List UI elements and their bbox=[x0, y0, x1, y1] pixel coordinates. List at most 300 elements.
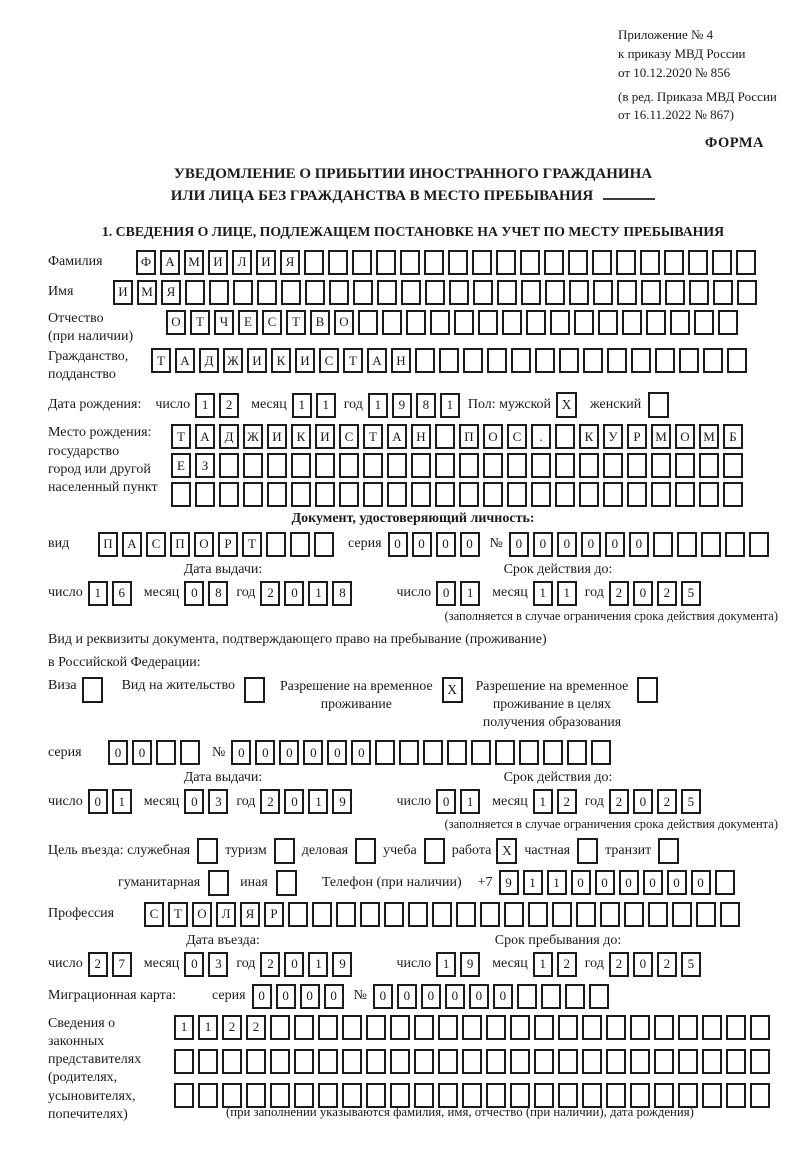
char-cell[interactable] bbox=[243, 482, 263, 507]
char-cell[interactable]: 8 bbox=[208, 581, 228, 606]
char-cell[interactable]: О bbox=[192, 902, 212, 927]
char-cell[interactable] bbox=[507, 453, 527, 478]
char-cell[interactable]: 0 bbox=[633, 789, 653, 814]
char-cell[interactable] bbox=[568, 250, 588, 275]
char-cell[interactable]: 0 bbox=[276, 984, 296, 1009]
tourism-checkbox[interactable] bbox=[274, 838, 295, 864]
char-cell[interactable]: 9 bbox=[332, 789, 352, 814]
char-cell[interactable] bbox=[414, 1015, 434, 1040]
char-cell[interactable] bbox=[314, 532, 334, 557]
char-cell[interactable] bbox=[358, 310, 378, 335]
char-cell[interactable] bbox=[502, 310, 522, 335]
char-cell[interactable] bbox=[336, 902, 356, 927]
char-cell[interactable]: 0 bbox=[303, 740, 323, 765]
char-cell[interactable] bbox=[726, 1015, 746, 1040]
char-cell[interactable]: 0 bbox=[421, 984, 441, 1009]
char-cell[interactable] bbox=[550, 310, 570, 335]
char-cell[interactable]: 0 bbox=[436, 532, 456, 557]
char-cell[interactable]: 7 bbox=[112, 952, 132, 977]
char-cell[interactable] bbox=[723, 482, 743, 507]
char-cell[interactable] bbox=[209, 280, 229, 305]
char-cell[interactable] bbox=[627, 453, 647, 478]
char-cell[interactable] bbox=[545, 280, 565, 305]
char-cell[interactable] bbox=[304, 250, 324, 275]
char-cell[interactable] bbox=[360, 902, 380, 927]
char-cell[interactable] bbox=[174, 1049, 194, 1074]
char-cell[interactable] bbox=[737, 280, 757, 305]
char-cell[interactable]: 0 bbox=[388, 532, 408, 557]
char-cell[interactable] bbox=[156, 740, 176, 765]
char-cell[interactable]: 2 bbox=[260, 952, 280, 977]
char-cell[interactable]: 0 bbox=[284, 581, 304, 606]
char-cell[interactable] bbox=[447, 740, 467, 765]
char-cell[interactable]: 3 bbox=[208, 789, 228, 814]
char-cell[interactable] bbox=[495, 740, 515, 765]
char-cell[interactable] bbox=[750, 1015, 770, 1040]
char-cell[interactable]: Т bbox=[151, 348, 171, 373]
char-cell[interactable]: 1 bbox=[174, 1015, 194, 1040]
char-cell[interactable] bbox=[600, 902, 620, 927]
char-cell[interactable]: 1 bbox=[557, 581, 577, 606]
char-cell[interactable] bbox=[478, 310, 498, 335]
char-cell[interactable] bbox=[517, 984, 537, 1009]
char-cell[interactable]: С bbox=[262, 310, 282, 335]
char-cell[interactable]: 2 bbox=[557, 789, 577, 814]
char-cell[interactable] bbox=[654, 1049, 674, 1074]
char-cell[interactable] bbox=[339, 482, 359, 507]
char-cell[interactable]: 0 bbox=[595, 870, 615, 895]
char-cell[interactable]: Е bbox=[171, 453, 191, 478]
char-cell[interactable] bbox=[435, 424, 455, 449]
char-cell[interactable]: 9 bbox=[392, 393, 412, 418]
business-checkbox[interactable] bbox=[355, 838, 376, 864]
char-cell[interactable]: Т bbox=[343, 348, 363, 373]
char-cell[interactable]: 0 bbox=[509, 532, 529, 557]
char-cell[interactable] bbox=[486, 1015, 506, 1040]
char-cell[interactable] bbox=[375, 740, 395, 765]
char-cell[interactable]: 1 bbox=[460, 789, 480, 814]
char-cell[interactable] bbox=[401, 280, 421, 305]
char-cell[interactable] bbox=[328, 250, 348, 275]
char-cell[interactable] bbox=[219, 453, 239, 478]
char-cell[interactable] bbox=[675, 453, 695, 478]
char-cell[interactable] bbox=[270, 1049, 290, 1074]
char-cell[interactable] bbox=[243, 453, 263, 478]
char-cell[interactable] bbox=[689, 280, 709, 305]
char-cell[interactable] bbox=[555, 482, 575, 507]
transit-checkbox[interactable] bbox=[658, 838, 679, 864]
char-cell[interactable] bbox=[510, 1015, 530, 1040]
char-cell[interactable]: П bbox=[170, 532, 190, 557]
char-cell[interactable]: 0 bbox=[605, 532, 625, 557]
char-cell[interactable] bbox=[672, 902, 692, 927]
char-cell[interactable] bbox=[646, 310, 666, 335]
char-cell[interactable] bbox=[582, 1049, 602, 1074]
char-cell[interactable] bbox=[702, 1083, 722, 1108]
char-cell[interactable] bbox=[459, 453, 479, 478]
char-cell[interactable]: 2 bbox=[219, 393, 239, 418]
char-cell[interactable]: С bbox=[319, 348, 339, 373]
char-cell[interactable] bbox=[266, 532, 286, 557]
char-cell[interactable] bbox=[291, 482, 311, 507]
char-cell[interactable] bbox=[438, 1049, 458, 1074]
char-cell[interactable] bbox=[438, 1015, 458, 1040]
char-cell[interactable]: Н bbox=[411, 424, 431, 449]
char-cell[interactable] bbox=[535, 348, 555, 373]
char-cell[interactable] bbox=[640, 250, 660, 275]
char-cell[interactable] bbox=[694, 310, 714, 335]
char-cell[interactable]: 1 bbox=[308, 581, 328, 606]
char-cell[interactable]: 0 bbox=[633, 581, 653, 606]
char-cell[interactable]: Р bbox=[218, 532, 238, 557]
char-cell[interactable]: 1 bbox=[436, 952, 456, 977]
humanitarian-checkbox[interactable] bbox=[208, 870, 229, 896]
char-cell[interactable]: 1 bbox=[460, 581, 480, 606]
char-cell[interactable] bbox=[456, 902, 476, 927]
char-cell[interactable] bbox=[679, 348, 699, 373]
char-cell[interactable] bbox=[507, 482, 527, 507]
char-cell[interactable]: 5 bbox=[681, 581, 701, 606]
char-cell[interactable]: 5 bbox=[681, 952, 701, 977]
char-cell[interactable]: 2 bbox=[260, 789, 280, 814]
char-cell[interactable] bbox=[312, 902, 332, 927]
char-cell[interactable] bbox=[408, 902, 428, 927]
char-cell[interactable] bbox=[699, 482, 719, 507]
char-cell[interactable]: А bbox=[387, 424, 407, 449]
char-cell[interactable]: . bbox=[531, 424, 551, 449]
char-cell[interactable] bbox=[342, 1015, 362, 1040]
char-cell[interactable]: 6 bbox=[112, 581, 132, 606]
char-cell[interactable] bbox=[463, 348, 483, 373]
char-cell[interactable]: 2 bbox=[222, 1015, 242, 1040]
char-cell[interactable] bbox=[723, 453, 743, 478]
char-cell[interactable] bbox=[294, 1049, 314, 1074]
char-cell[interactable]: А bbox=[175, 348, 195, 373]
char-cell[interactable]: 0 bbox=[108, 740, 128, 765]
char-cell[interactable] bbox=[483, 482, 503, 507]
char-cell[interactable] bbox=[528, 902, 548, 927]
char-cell[interactable] bbox=[519, 740, 539, 765]
char-cell[interactable] bbox=[424, 250, 444, 275]
char-cell[interactable] bbox=[267, 453, 287, 478]
char-cell[interactable] bbox=[713, 280, 733, 305]
char-cell[interactable] bbox=[576, 902, 596, 927]
char-cell[interactable] bbox=[363, 453, 383, 478]
char-cell[interactable] bbox=[696, 902, 716, 927]
char-cell[interactable] bbox=[541, 984, 561, 1009]
char-cell[interactable]: С bbox=[507, 424, 527, 449]
char-cell[interactable] bbox=[288, 902, 308, 927]
char-cell[interactable]: А bbox=[122, 532, 142, 557]
char-cell[interactable] bbox=[411, 453, 431, 478]
char-cell[interactable] bbox=[589, 984, 609, 1009]
char-cell[interactable] bbox=[631, 348, 651, 373]
char-cell[interactable]: 0 bbox=[557, 532, 577, 557]
char-cell[interactable]: 1 bbox=[308, 789, 328, 814]
char-cell[interactable]: 0 bbox=[255, 740, 275, 765]
char-cell[interactable] bbox=[670, 310, 690, 335]
char-cell[interactable]: 0 bbox=[397, 984, 417, 1009]
char-cell[interactable]: Л bbox=[216, 902, 236, 927]
char-cell[interactable] bbox=[520, 250, 540, 275]
char-cell[interactable]: Т bbox=[363, 424, 383, 449]
char-cell[interactable]: 2 bbox=[88, 952, 108, 977]
char-cell[interactable] bbox=[641, 280, 661, 305]
char-cell[interactable]: 0 bbox=[373, 984, 393, 1009]
char-cell[interactable]: С bbox=[144, 902, 164, 927]
char-cell[interactable] bbox=[677, 532, 697, 557]
char-cell[interactable] bbox=[318, 1015, 338, 1040]
char-cell[interactable] bbox=[480, 902, 500, 927]
char-cell[interactable] bbox=[582, 1015, 602, 1040]
char-cell[interactable] bbox=[415, 348, 435, 373]
char-cell[interactable] bbox=[414, 1049, 434, 1074]
char-cell[interactable] bbox=[699, 453, 719, 478]
char-cell[interactable]: Е bbox=[238, 310, 258, 335]
char-cell[interactable] bbox=[526, 310, 546, 335]
char-cell[interactable]: К bbox=[579, 424, 599, 449]
char-cell[interactable] bbox=[622, 310, 642, 335]
char-cell[interactable]: 0 bbox=[460, 532, 480, 557]
char-cell[interactable]: Ж bbox=[243, 424, 263, 449]
char-cell[interactable] bbox=[366, 1049, 386, 1074]
char-cell[interactable]: А bbox=[160, 250, 180, 275]
char-cell[interactable]: 0 bbox=[284, 789, 304, 814]
char-cell[interactable] bbox=[318, 1049, 338, 1074]
char-cell[interactable]: 1 bbox=[533, 581, 553, 606]
char-cell[interactable] bbox=[329, 280, 349, 305]
char-cell[interactable] bbox=[606, 1049, 626, 1074]
male-checkbox[interactable]: X bbox=[556, 392, 577, 418]
char-cell[interactable] bbox=[653, 532, 673, 557]
char-cell[interactable]: И bbox=[295, 348, 315, 373]
char-cell[interactable]: 0 bbox=[324, 984, 344, 1009]
char-cell[interactable] bbox=[353, 280, 373, 305]
char-cell[interactable]: 2 bbox=[609, 581, 629, 606]
char-cell[interactable]: В bbox=[310, 310, 330, 335]
char-cell[interactable]: 1 bbox=[112, 789, 132, 814]
char-cell[interactable]: Т bbox=[168, 902, 188, 927]
char-cell[interactable] bbox=[630, 1049, 650, 1074]
char-cell[interactable] bbox=[270, 1015, 290, 1040]
char-cell[interactable] bbox=[510, 1049, 530, 1074]
char-cell[interactable] bbox=[363, 482, 383, 507]
char-cell[interactable]: Т bbox=[171, 424, 191, 449]
char-cell[interactable]: 0 bbox=[88, 789, 108, 814]
char-cell[interactable] bbox=[750, 1049, 770, 1074]
char-cell[interactable]: 2 bbox=[657, 789, 677, 814]
char-cell[interactable] bbox=[472, 250, 492, 275]
char-cell[interactable]: Б bbox=[723, 424, 743, 449]
char-cell[interactable] bbox=[559, 348, 579, 373]
char-cell[interactable]: Ф bbox=[136, 250, 156, 275]
char-cell[interactable] bbox=[616, 250, 636, 275]
char-cell[interactable]: П bbox=[98, 532, 118, 557]
char-cell[interactable]: 0 bbox=[184, 581, 204, 606]
char-cell[interactable]: 2 bbox=[260, 581, 280, 606]
char-cell[interactable] bbox=[511, 348, 531, 373]
char-cell[interactable]: 2 bbox=[657, 952, 677, 977]
residence-permit-checkbox[interactable] bbox=[244, 677, 265, 703]
char-cell[interactable] bbox=[290, 532, 310, 557]
char-cell[interactable]: 0 bbox=[619, 870, 639, 895]
char-cell[interactable] bbox=[411, 482, 431, 507]
char-cell[interactable] bbox=[377, 280, 397, 305]
char-cell[interactable]: О bbox=[675, 424, 695, 449]
char-cell[interactable]: 0 bbox=[667, 870, 687, 895]
char-cell[interactable] bbox=[435, 482, 455, 507]
char-cell[interactable] bbox=[462, 1049, 482, 1074]
char-cell[interactable] bbox=[678, 1015, 698, 1040]
char-cell[interactable] bbox=[702, 1049, 722, 1074]
char-cell[interactable]: М bbox=[184, 250, 204, 275]
char-cell[interactable]: 2 bbox=[609, 789, 629, 814]
char-cell[interactable]: 1 bbox=[440, 393, 460, 418]
char-cell[interactable]: 0 bbox=[691, 870, 711, 895]
char-cell[interactable]: Д bbox=[199, 348, 219, 373]
char-cell[interactable] bbox=[617, 280, 637, 305]
char-cell[interactable]: О bbox=[334, 310, 354, 335]
char-cell[interactable] bbox=[459, 482, 479, 507]
char-cell[interactable]: 0 bbox=[300, 984, 320, 1009]
char-cell[interactable] bbox=[725, 532, 745, 557]
char-cell[interactable] bbox=[315, 453, 335, 478]
char-cell[interactable] bbox=[531, 482, 551, 507]
char-cell[interactable] bbox=[702, 1015, 722, 1040]
char-cell[interactable] bbox=[736, 250, 756, 275]
char-cell[interactable] bbox=[579, 453, 599, 478]
char-cell[interactable] bbox=[387, 482, 407, 507]
char-cell[interactable] bbox=[339, 453, 359, 478]
char-cell[interactable]: 1 bbox=[316, 393, 336, 418]
char-cell[interactable]: Т bbox=[286, 310, 306, 335]
char-cell[interactable]: 2 bbox=[557, 952, 577, 977]
char-cell[interactable] bbox=[552, 902, 572, 927]
char-cell[interactable]: 2 bbox=[657, 581, 677, 606]
char-cell[interactable]: 0 bbox=[412, 532, 432, 557]
char-cell[interactable] bbox=[718, 310, 738, 335]
char-cell[interactable] bbox=[534, 1015, 554, 1040]
char-cell[interactable]: 0 bbox=[493, 984, 513, 1009]
char-cell[interactable] bbox=[439, 348, 459, 373]
char-cell[interactable] bbox=[425, 280, 445, 305]
char-cell[interactable]: 0 bbox=[327, 740, 347, 765]
char-cell[interactable]: Н bbox=[391, 348, 411, 373]
visa-checkbox[interactable] bbox=[82, 677, 103, 703]
char-cell[interactable] bbox=[496, 250, 516, 275]
char-cell[interactable] bbox=[606, 1015, 626, 1040]
char-cell[interactable] bbox=[483, 453, 503, 478]
char-cell[interactable] bbox=[555, 453, 575, 478]
char-cell[interactable] bbox=[233, 280, 253, 305]
char-cell[interactable]: 0 bbox=[643, 870, 663, 895]
char-cell[interactable]: 2 bbox=[609, 952, 629, 977]
char-cell[interactable]: Я bbox=[240, 902, 260, 927]
char-cell[interactable]: 1 bbox=[368, 393, 388, 418]
char-cell[interactable]: У bbox=[603, 424, 623, 449]
female-checkbox[interactable] bbox=[648, 392, 669, 418]
char-cell[interactable] bbox=[382, 310, 402, 335]
char-cell[interactable] bbox=[376, 250, 396, 275]
char-cell[interactable] bbox=[651, 482, 671, 507]
char-cell[interactable] bbox=[531, 453, 551, 478]
char-cell[interactable] bbox=[449, 280, 469, 305]
char-cell[interactable] bbox=[448, 250, 468, 275]
work-checkbox[interactable]: X bbox=[496, 838, 517, 864]
char-cell[interactable]: К bbox=[271, 348, 291, 373]
char-cell[interactable]: С bbox=[146, 532, 166, 557]
char-cell[interactable]: 0 bbox=[469, 984, 489, 1009]
char-cell[interactable]: 0 bbox=[533, 532, 553, 557]
char-cell[interactable] bbox=[648, 902, 668, 927]
char-cell[interactable] bbox=[712, 250, 732, 275]
char-cell[interactable]: 1 bbox=[533, 789, 553, 814]
char-cell[interactable] bbox=[607, 348, 627, 373]
char-cell[interactable] bbox=[749, 532, 769, 557]
char-cell[interactable]: 1 bbox=[547, 870, 567, 895]
char-cell[interactable] bbox=[521, 280, 541, 305]
char-cell[interactable] bbox=[726, 1083, 746, 1108]
study-residence-checkbox[interactable] bbox=[637, 677, 658, 703]
char-cell[interactable] bbox=[544, 250, 564, 275]
char-cell[interactable]: И bbox=[247, 348, 267, 373]
char-cell[interactable] bbox=[654, 1015, 674, 1040]
char-cell[interactable] bbox=[486, 1049, 506, 1074]
char-cell[interactable] bbox=[198, 1049, 218, 1074]
char-cell[interactable]: Р bbox=[627, 424, 647, 449]
char-cell[interactable] bbox=[701, 532, 721, 557]
char-cell[interactable] bbox=[720, 902, 740, 927]
char-cell[interactable] bbox=[390, 1015, 410, 1040]
char-cell[interactable]: П bbox=[459, 424, 479, 449]
char-cell[interactable]: И bbox=[208, 250, 228, 275]
char-cell[interactable] bbox=[497, 280, 517, 305]
char-cell[interactable]: 0 bbox=[436, 789, 456, 814]
char-cell[interactable] bbox=[651, 453, 671, 478]
char-cell[interactable]: 0 bbox=[252, 984, 272, 1009]
char-cell[interactable] bbox=[565, 984, 585, 1009]
char-cell[interactable]: 1 bbox=[292, 393, 312, 418]
char-cell[interactable]: И bbox=[267, 424, 287, 449]
char-cell[interactable]: М bbox=[699, 424, 719, 449]
char-cell[interactable] bbox=[487, 348, 507, 373]
char-cell[interactable]: Д bbox=[219, 424, 239, 449]
char-cell[interactable] bbox=[603, 453, 623, 478]
char-cell[interactable] bbox=[534, 1049, 554, 1074]
char-cell[interactable] bbox=[664, 250, 684, 275]
char-cell[interactable] bbox=[174, 1083, 194, 1108]
private-checkbox[interactable] bbox=[577, 838, 598, 864]
char-cell[interactable] bbox=[593, 280, 613, 305]
char-cell[interactable] bbox=[315, 482, 335, 507]
char-cell[interactable] bbox=[574, 310, 594, 335]
char-cell[interactable]: 3 bbox=[208, 952, 228, 977]
char-cell[interactable]: 0 bbox=[571, 870, 591, 895]
char-cell[interactable] bbox=[390, 1049, 410, 1074]
char-cell[interactable] bbox=[630, 1015, 650, 1040]
char-cell[interactable] bbox=[675, 482, 695, 507]
char-cell[interactable] bbox=[598, 310, 618, 335]
study-checkbox[interactable] bbox=[424, 838, 445, 864]
char-cell[interactable] bbox=[185, 280, 205, 305]
char-cell[interactable] bbox=[366, 1015, 386, 1040]
char-cell[interactable]: 1 bbox=[88, 581, 108, 606]
char-cell[interactable]: 0 bbox=[184, 789, 204, 814]
char-cell[interactable] bbox=[558, 1015, 578, 1040]
char-cell[interactable]: О bbox=[194, 532, 214, 557]
char-cell[interactable]: 9 bbox=[499, 870, 519, 895]
char-cell[interactable] bbox=[558, 1049, 578, 1074]
